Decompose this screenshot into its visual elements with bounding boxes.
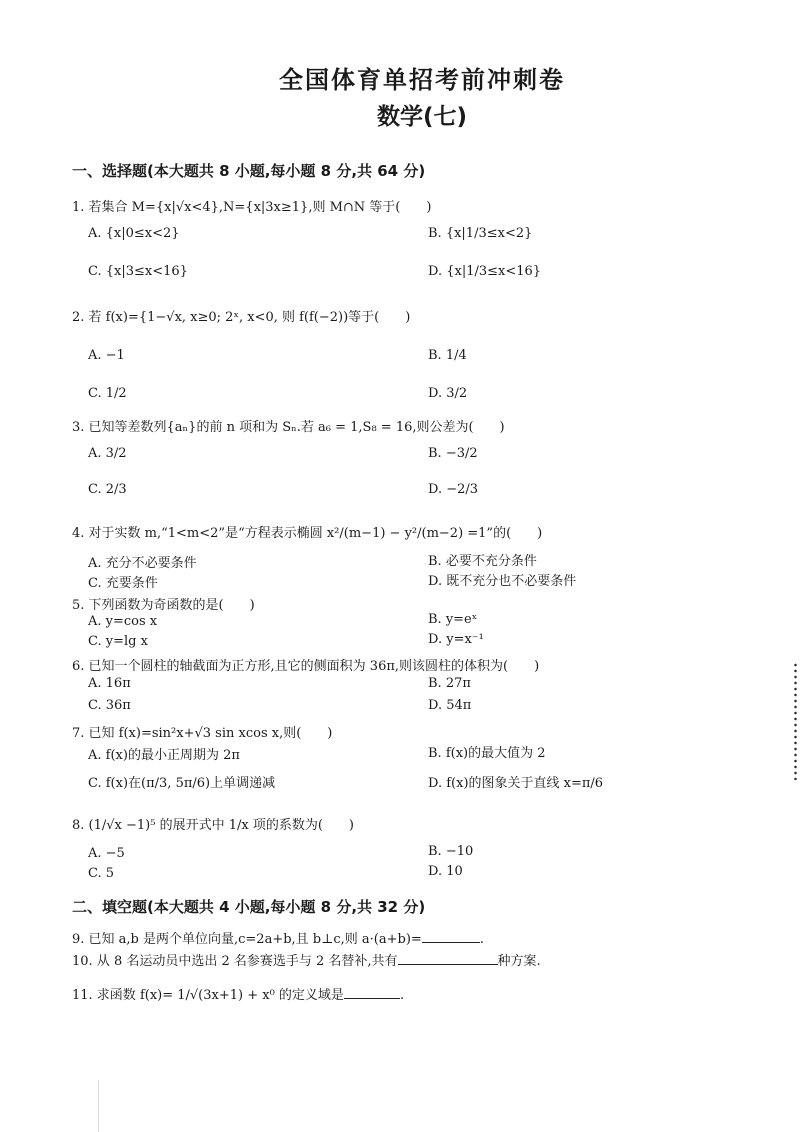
question-8-option-b: B. −10 — [428, 844, 474, 859]
question-3-stem: 3. 已知等差数列{aₙ}的前 n 项和为 Sₙ.若 a₆ = 1,S₈ = 16,则公差为( ) — [72, 420, 505, 435]
binding-edge-dots — [793, 662, 798, 780]
question-11 — [72, 984, 404, 1003]
question-8-stem: 8. (1/√x −1)⁵ 的展开式中 1/x 项的系数为( ) — [72, 818, 354, 833]
question-1-option-b: B. {x|1/3≤x<2} — [428, 226, 533, 241]
question-4-option-c: C. 充要条件 — [88, 576, 158, 591]
question-3-option-b: B. −3/2 — [428, 446, 478, 461]
question-4-option-b: B. 必要不充分条件 — [428, 554, 537, 569]
question-11-answer-blank[interactable] — [344, 986, 400, 999]
question-10-text: 10. 从 8 名运动员中选出 2 名参赛选手与 2 名替补,共有 — [72, 954, 398, 969]
question-3-option-d: D. −2/3 — [428, 482, 479, 497]
question-7-option-b: B. f(x)的最大值为 2 — [428, 746, 546, 761]
question-7-option-d: D. f(x)的图象关于直线 x=π/6 — [428, 776, 604, 791]
question-7-stem: 7. 已知 f(x)=sin²x+√3 sin xcos x,则( ) — [72, 726, 333, 741]
question-6-option-b: B. 27π — [428, 676, 471, 691]
question-8-option-c: C. 5 — [88, 866, 115, 881]
margin-line — [98, 1080, 99, 1132]
question-2-stem: 2. 若 f(x)={1−√x, x≥0; 2ˣ, x<0, 则 f(f(−2))等于( ) — [72, 310, 411, 325]
question-5-stem: 5. 下列函数为奇函数的是( ) — [72, 598, 255, 613]
question-6-option-a: A. 16π — [88, 676, 131, 691]
question-3-option-c: C. 2/3 — [88, 482, 127, 497]
question-1-option-a: A. {x|0≤x<2} — [88, 226, 180, 241]
section-heading-fill: 二、填空题(本大题共 4 小题,每小题 8 分,共 32 分) — [72, 898, 426, 916]
question-5-option-b: B. y=eˣ — [428, 612, 478, 627]
question-11-text: 11. 求函数 f(x)= 1/√(3x+1) + x⁰ 的定义域是 — [72, 988, 344, 1003]
question-2-option-a: A. −1 — [88, 348, 125, 363]
question-1-stem: 1. 若集合 M={x|√x<4},N={x|3x≥1},则 M∩N 等于( ) — [72, 200, 432, 215]
question-10-answer-blank[interactable] — [398, 952, 498, 965]
question-11-end: . — [399, 988, 405, 1003]
question-9 — [72, 928, 484, 947]
question-2-option-d: D. 3/2 — [428, 386, 468, 401]
question-5-option-c: C. y=lg x — [88, 634, 148, 649]
question-8-option-d: D. 10 — [428, 864, 463, 879]
question-1-option-c: C. {x|3≤x<16} — [88, 264, 188, 279]
question-7-option-a: A. f(x)的最小正周期为 2π — [88, 748, 240, 763]
question-9-end: . — [479, 932, 484, 947]
question-9-answer-blank[interactable] — [422, 930, 480, 943]
question-6-option-c: C. 36π — [88, 698, 131, 713]
exam-subtitle: 数学(七) — [376, 104, 468, 130]
question-6-stem: 6. 已知一个圆柱的轴截面为正方形,且它的侧面积为 36π,则该圆柱的体积为( ) — [72, 659, 540, 674]
question-7-option-c: C. f(x)在(π/3, 5π/6)上单调递减 — [88, 776, 276, 791]
question-4-stem: 4. 对于实数 m,“1<m<2”是“方程表示椭圆 x²/(m−1) − y²/(m−2) =1”的( ) — [72, 526, 543, 541]
question-10-end: 种方案. — [497, 954, 541, 969]
section-heading-choice: 一、选择题(本大题共 8 小题,每小题 8 分,共 64 分) — [72, 162, 426, 180]
question-9-text: 9. 已知 a,b 是两个单位向量,c=2a+b,且 b⊥c,则 a·(a+b)= — [72, 932, 422, 947]
question-4-option-d: D. 既不充分也不必要条件 — [428, 574, 577, 589]
question-5-option-a: A. y=cos x — [88, 614, 158, 629]
question-2-option-b: B. 1/4 — [428, 348, 467, 363]
exam-title: 全国体育单招考前冲刺卷 — [279, 66, 565, 94]
question-2-option-c: C. 1/2 — [88, 386, 127, 401]
question-5-option-d: D. y=x⁻¹ — [428, 632, 484, 647]
question-3-option-a: A. 3/2 — [88, 446, 127, 461]
question-1-option-d: D. {x|1/3≤x<16} — [428, 264, 542, 279]
question-4-option-a: A. 充分不必要条件 — [88, 556, 197, 571]
question-10 — [72, 950, 541, 969]
question-8-option-a: A. −5 — [88, 846, 125, 861]
question-6-option-d: D. 54π — [428, 698, 472, 713]
